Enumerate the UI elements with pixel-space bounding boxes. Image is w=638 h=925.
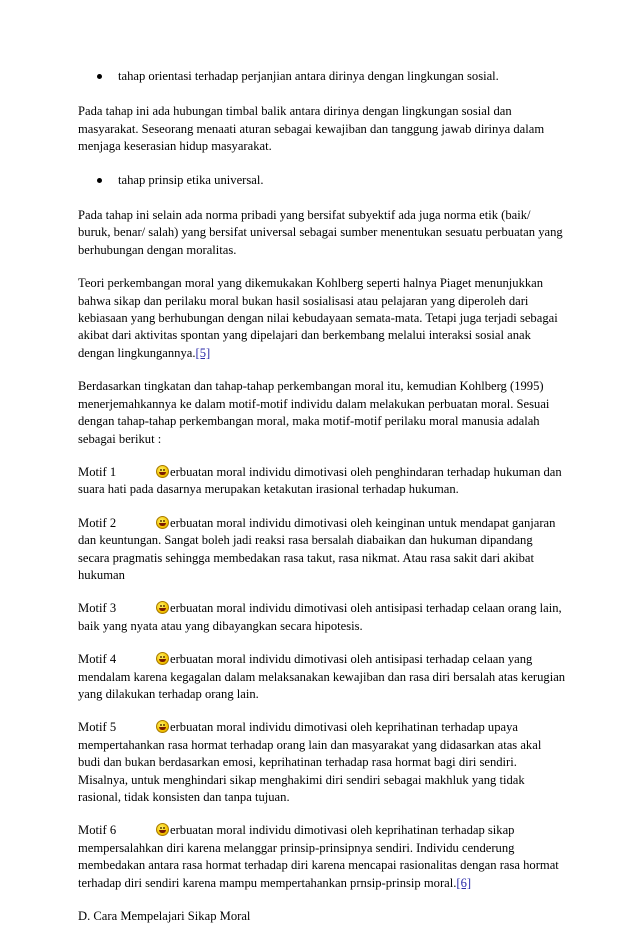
motif-label: Motif 5 <box>78 720 117 735</box>
smiley-icon <box>156 516 169 529</box>
smiley-icon <box>156 465 169 478</box>
bullet-item <box>78 172 566 189</box>
smiley-icon <box>156 652 169 665</box>
bullet-item <box>78 68 566 85</box>
document-page <box>78 68 566 925</box>
motif-label: Motif 4 <box>78 652 117 667</box>
motif-item <box>78 600 566 635</box>
paragraph: Berdasarkan tingkatan dan tahap-tahap perkembangan moral itu, kemudian Kohlberg (1995) menerjemahkannya ke dalam motif-motif individu dalam melakukan perbuatan moral. Sesuai dengan tahap-tahap perkembangan moral, maka motif-motif perilaku moral manusia adalah sebagai berikut : <box>78 379 550 446</box>
motif-item <box>78 464 566 499</box>
motif-label: Motif 6 <box>78 823 117 838</box>
motif-item <box>78 515 566 585</box>
paragraph <box>78 275 566 362</box>
smiley-icon <box>156 720 169 733</box>
bullet-text: tahap orientasi terhadap perjanjian antara dirinya dengan lingkungan sosial. <box>118 69 499 83</box>
bullet-dot-icon <box>97 178 102 183</box>
motif-text: erbuatan moral individu dimotivasi oleh antisipasi terhadap celaan orang lain, baik yang nyata atau yang dibayangkan secara hipotesis. <box>78 601 562 633</box>
motif-item <box>78 822 566 892</box>
paragraph: Pada tahap ini ada hubungan timbal balik antara dirinya dengan lingkungan sosial dan masyarakat. Seseorang menaati aturan sebagai kewajiban dan tanggung jawab dirinya dalam menjaga keserasian hidup masyarakat. <box>78 104 545 154</box>
motif-label: Motif 3 <box>78 601 117 616</box>
motif-text: erbuatan moral individu dimotivasi oleh antisipasi terhadap celaan yang mendalam karena kegagalan dalam melaksanakan kewajiban dan rasa diri bersalah atas kerugian yang dilakukan terhadap orang lain. <box>78 652 566 701</box>
bullet-text: tahap prinsip etika universal. <box>118 172 264 187</box>
bullet-dot-icon <box>97 74 102 79</box>
motif-label: Motif 1 <box>78 464 117 479</box>
footnote-link[interactable]: [6] <box>456 875 472 890</box>
footnote-link[interactable]: [5] <box>195 345 211 360</box>
motif-text: erbuatan moral individu dimotivasi oleh keinginan untuk mendapat ganjaran dan keuntungan. Sangat boleh jadi reaksi rasa bersalah diabaikan dan hukuman dipandang secara pragmatis sehingga membedakan rasa takut, rasa nikmat. Atau rasa sakit dari akibat hukuman <box>78 515 556 582</box>
motif-item <box>78 719 566 806</box>
section-heading: D. Cara Mempelajari Sikap Moral <box>78 909 251 924</box>
smiley-icon <box>156 823 169 836</box>
motif-label: Motif 2 <box>78 515 117 530</box>
smiley-icon <box>156 601 169 614</box>
paragraph-text: Teori perkembangan moral yang dikemukakan Kohlberg seperti halnya Piaget menunjukkan bahwa sikap dan perilaku moral bukan hasil sosialisasi atau pelajaran yang diperoleh dari kebiasaan yang berhubungan dengan nilai kebudayaan semata-mata. Tetapi juga terjadi sebagai akibat dari aktivitas spontan yang dipelajari dan berkembang melalui interaksi sosial anak dengan lingkungannya. <box>78 276 558 360</box>
motif-text: erbuatan moral individu dimotivasi oleh keprihatinan terhadap upaya mempertahankan rasa hormat terhadap orang lain dan masyarakat yang didasarkan atas akal budi dan bukan berdasarkan emosi, keprihatinan terhadap rasa hormat bagi diri sendiri. Misalnya, untuk menghindari sikap menghakimi diri sendiri sebagai makhluk yang tidak rasional, tidak konsisten dan tanpa tujuan. <box>78 720 542 804</box>
motif-text: erbuatan moral individu dimotivasi oleh penghindaran terhadap hukuman dan suara hati pada dasarnya merupakan ketakutan irasional terhadap hukuman. <box>78 464 562 497</box>
paragraph: Pada tahap ini selain ada norma pribadi yang bersifat subyektif ada juga norma etik (baik/ buruk, benar/ salah) yang bersifat universal sebagai sumber menentukan sesuatu perbuatan yang berhubungan dengan moralitas. <box>78 208 563 257</box>
motif-text: erbuatan moral individu dimotivasi oleh keprihatinan terhadap sikap mempersalahkan diri karena melanggar prinsip-prinsipnya sendiri. Individu cenderung membedakan antara rasa hormat terhadap diri karena mencapai rasionalitas dengan rasa hormat terhadap diri sendiri karena mampu mempertahankan prnsip-prinsip moral. <box>78 823 559 890</box>
motif-list <box>78 464 566 892</box>
motif-item <box>78 651 566 703</box>
